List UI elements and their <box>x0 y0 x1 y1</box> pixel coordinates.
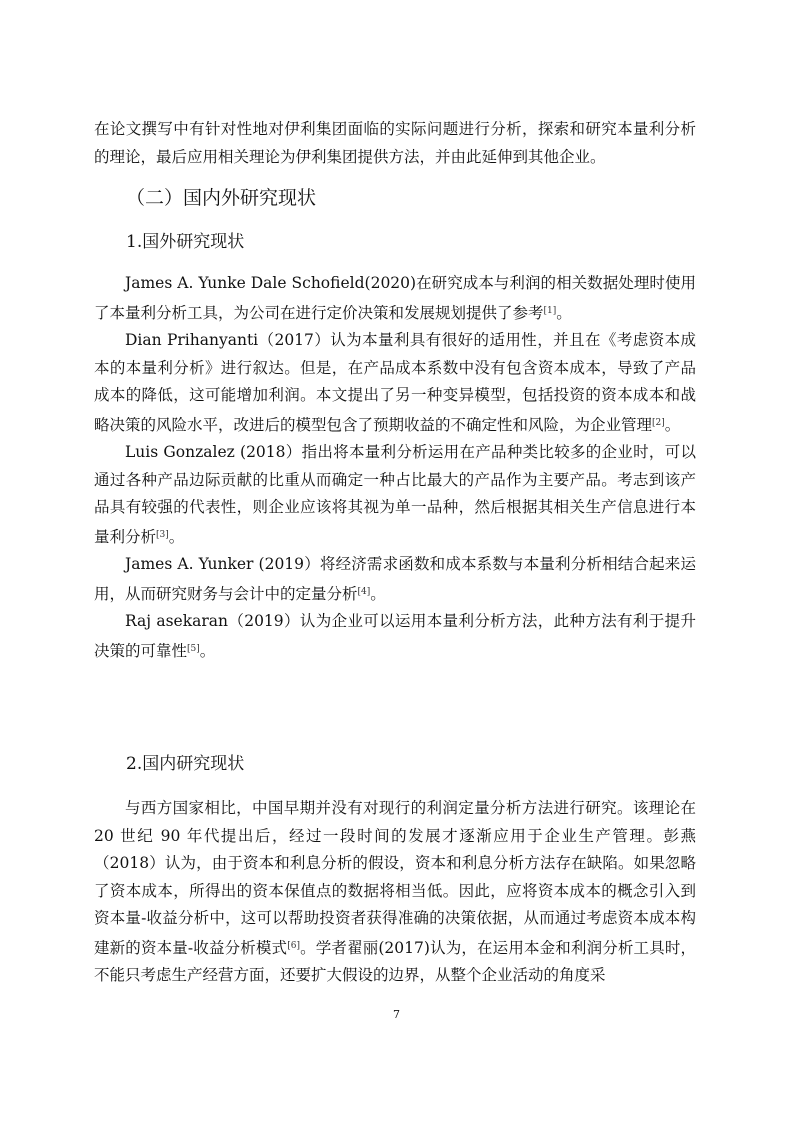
paragraph-domestic-1 <box>94 795 696 990</box>
paragraph-end: 。 <box>370 584 386 603</box>
paragraph-text: James A. Yunke Dale Schofield(2020)在研究成本与利润的相关数据处理时使用了本量利分析工具，为公司在进行定价决策和发展规划提供了参考 <box>94 274 696 322</box>
domestic-research-paragraphs <box>94 795 696 990</box>
paragraph-foreign-4 <box>94 551 696 608</box>
paragraph-foreign-3 <box>94 439 696 551</box>
paragraph-text: Dian Prihanyanti（2017）认为本量利具有很好的适用性，并且在《考虑资本成本的本量利分析》进行叙达。但是，在产品成本系数中没有包含资本成本，导致了产品成本的降低，这可能增加利润。本文提出了另一种变异模型，包括投资的资本成本和战略决策的风险水平，改进后的模型包含了预期收益的不确定性和风险，为企业管理 <box>94 331 696 434</box>
paragraph-text: Luis Gonzalez (2018）指出将本量利分析运用在产品种类比较多的企业时，可以通过各种产品边际贡献的比重从而确定一种占比最大的产品作为主要产品。考志到该产品具有较强的代表性，则企业应该将其视为单一品种，然后根据其相关生产信息进行本量利分析 <box>94 443 696 546</box>
paragraph-end: 。 <box>556 303 572 322</box>
citation-marker: [1] <box>543 305 557 316</box>
paragraph-text: Raj asekaran（2019）认为企业可以运用本量利分析方法，此种方法有利于提升决策的可靠性 <box>94 612 696 660</box>
citation-marker: [2] <box>652 417 665 428</box>
page-number: 7 <box>393 1008 400 1021</box>
paragraph-foreign-5 <box>94 608 696 665</box>
paragraph-text: James A. Yunker (2019）将经济需求函数和成本系数与本量利分析相结合起来运用，从而研究财务与会计中的定量分析 <box>94 555 696 603</box>
paragraph-foreign-1 <box>94 270 696 327</box>
paragraph-text: 与西方国家相比，中国早期并没有对现行的利润定量分析方法进行研究。该理论在 20 世纪 90 年代提出后，经过一段时间的发展才逐渐应用于企业生产管理。彭燕（2018）认为，由于资本和利息分析的假设，资本和利息分析方法存在缺陷。如果忽略了资本成本，所得出的资本保值点的数据将相当低。因此，应将资本成本的概念引入到资本量-收益分析中，这可以帮助投资者获得准确的决策依据，从而通过考虑资本成本构建新的资本量-收益分析模式 <box>94 799 696 957</box>
paragraph-foreign-2 <box>94 327 696 439</box>
citation-marker: [4] <box>357 586 371 597</box>
citation-marker: [6] <box>287 940 300 951</box>
intro-paragraph <box>94 116 696 171</box>
citation-marker: [5] <box>187 643 200 654</box>
foreign-research-paragraphs <box>94 270 696 665</box>
subsection-heading-foreign: 1.国外研究现状 <box>126 232 245 252</box>
section-heading: （二）国内外研究现状 <box>126 187 317 209</box>
paragraph-end: 。 <box>199 641 216 660</box>
subsection-heading-domestic: 2.国内研究现状 <box>126 754 245 774</box>
paragraph-text-continued: 。学者翟丽(2017)认为，在运用本金和利润分析工具时，不能只考虑生产经营方面，还要扩大假设的边界，从整个企业活动的角度采 <box>94 938 696 984</box>
paragraph-end: 。 <box>664 415 681 434</box>
paragraph-text: 在论文撰写中有针对性地对伊利集团面临的实际问题进行分析，探索和研究本量利分析的理论，最后应用相关理论为伊利集团提供方法，并由此延伸到其他企业。 <box>94 120 696 166</box>
paragraph-end: 。 <box>168 527 185 546</box>
citation-marker: [3] <box>156 529 169 540</box>
